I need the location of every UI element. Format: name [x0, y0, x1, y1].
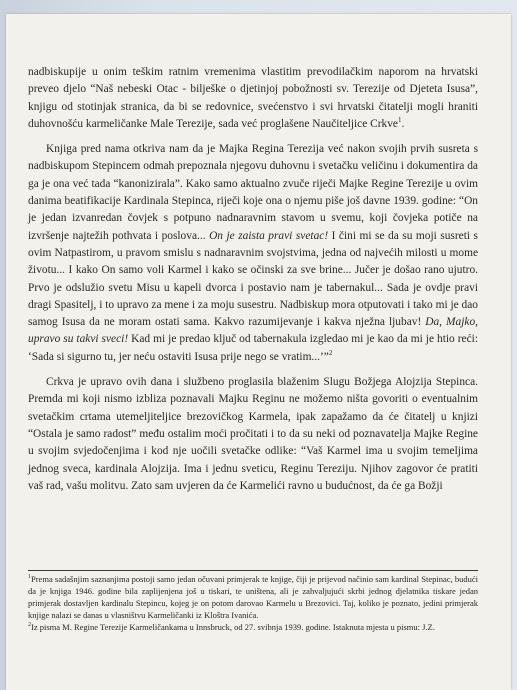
- footnote-2-text: Iz pisma M. Regine Terezije Karmeličankama u Innsbruck, od 27. svibnja 1939. godine. Istaknuta mjesta u pismu: J.Z.: [31, 621, 435, 632]
- paragraph-2: [28, 141, 478, 366]
- footnote-1-text: Prema sadašnjim saznanjima postoji samo jedan očuvani primjerak te knjige, čiji je prijevod načinio sam kardinal Stepinac, budući da je knjiga 1946. godine bila zaplijenjena još u tiskari, te uništena, ali je zahvaljujući skrbi jednog djelatnika tiskare jedan primjerak dostavljen kardinalu Stepincu, kojeg je on potom darovao Karmelu u Brezovici. Taj, koliko je poznato, jedini primjerak knjige nalazi se danas u vlasništvu Karmeličanki iz Kloštra Ivanića.: [28, 574, 478, 620]
- paragraph-3: [28, 374, 478, 495]
- paragraph-2-emphasis-2: Da, Majko, upravo su takvi sveci!: [28, 316, 478, 346]
- footnote-ref-1: 1: [397, 116, 402, 125]
- footnote-1: [28, 574, 478, 622]
- footnote-1-number: 1: [28, 574, 31, 581]
- footnote-2: [28, 622, 478, 634]
- paragraph-2-text-b: I čini mi se da su moji susreti s ovim Natpastirom, u pravom smislu s nadnaravnim svojstvima, jedna od najvećih milosti u mome životu... I kako On samo voli Karmel i kako se očinski za sve brine... Jučer je došao rano ujutro. Prvo je odslužio svetu Misu u kapeli dvorca i postavio nam je tabernakul... Sada je ovdje pravi dragi Spasitelj, i to upravo za mene i za moju susestru. Nadbiskup mora otputovati i tako mi je dao samog Isusa da ne moram ostati sama. Kakvo razumijevanje i kakva nježna ljubav!: [28, 229, 478, 329]
- paragraph-3-text: Crkva je upravo ovih dana i službeno proglasila blaženim Slugu Božjega Alojzija Stepinca. Premda mi koji nismo izbliza poznavali Majku Reginu ne možemo ništa govoriti o eventualnim svetačkim crtama utemeljiteljice brezovičkog Karmela, ipak zapažamo da će čitatelj u knjizi “Ostala je samo radost” među ostalim moći pročitati i to da su neki od poznavatelja Majke Regine u svojim svjedočenjima i kod nje uočili svetačke odlike: “Vaš Karmel ima u svojim temeljima jednog sveca, kardinala Alojzija. Ima i jednu sveticu, Reginu Tereziju. Njihov zagovor će pratiti vaš rad, vašu molitvu. Zato sam uvjeren da će Karmelići ravno u budućnost, da će ga Božji: [28, 376, 478, 492]
- paragraph-1: [28, 64, 478, 133]
- book-page: [6, 14, 511, 690]
- paragraph-2-emphasis-1: On je zaista pravi svetac!: [209, 229, 329, 242]
- footnote-ref-2: 2: [328, 348, 333, 357]
- footnotes: [28, 570, 478, 634]
- paragraph-2-text-c: Kad mi je predao ključ od tabernakula izgledao mi je kao da mi je htio reći: ‘Sada si sigurno tu, jer neću ostaviti Isusa prije nego se vratim...’”: [28, 333, 478, 363]
- paragraph-2-text-a: Knjiga pred nama otkriva nam da je Majka Regina Terezija već nakon svojih prvih susreta s nadbiskupom Stepincem odmah prepoznala njegovu duhovnu i svetačku veličinu i dokumentira da ga je ona već tada “kanonizirala”. Kako samo aktualno zvuče riječi Majke Regine Terezije u ovim danima beatifikacije Kardinala Stepinca, riječi koje ona o njemu piše još davne 1939. godine: “On je jedan izvanredan čovjek s potpuno nadnaravnim stavom u svemu, koji čovjeka potiče na izvršenje najtežih pothvata i poslova...: [28, 143, 478, 242]
- paragraph-1-end: .: [401, 117, 405, 130]
- main-text: [28, 64, 478, 495]
- paragraph-1-text: nadbiskupije u onim teškim ratnim vremenima vlastitim prevodilačkim naporom na hrvatski preveo djelo “Naš nebeski Otac - bilješke o djetinjoj pobožnosti sv. Terezije od Djeteta Isusa”, knjigu od stotinjak stranica, da bi se redovnice, svećenstvo i svi hrvatski čitatelji mogli hraniti duhovnošću karmeličanke Male Terezije, sada već proglašene Naučiteljice Crkve: [28, 66, 478, 130]
- footnote-2-number: 2: [28, 621, 31, 628]
